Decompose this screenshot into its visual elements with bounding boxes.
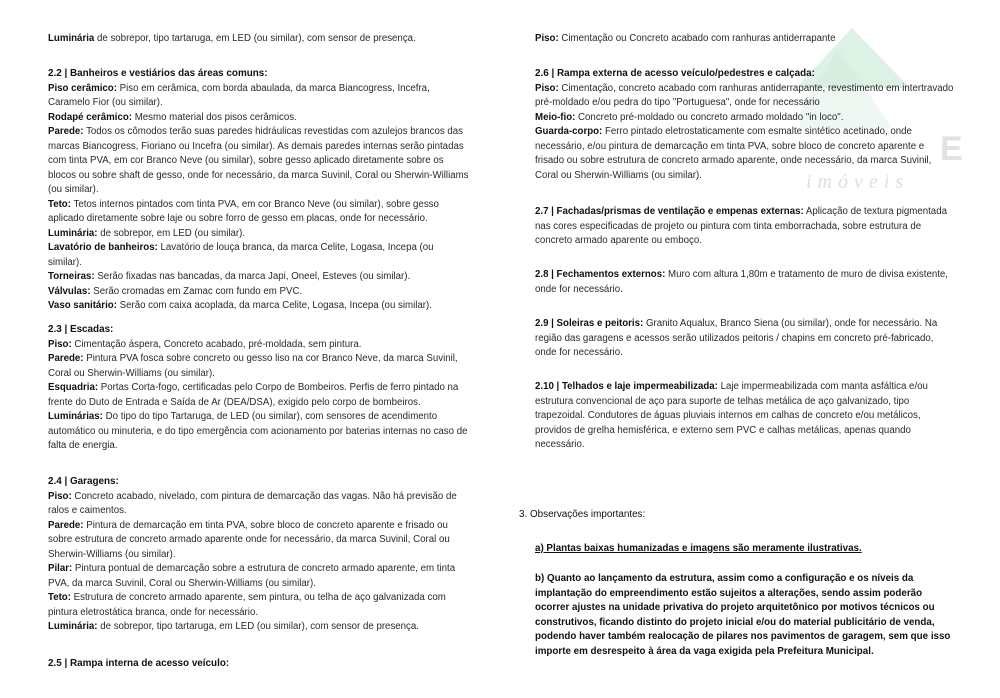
item-esquadria: Esquadria: Portas Corta-fogo, certificadas pelo Corpo de Bombeiros. Perfis de ferro pintado na frente do Duto de Entrada e Saída de Ar (DEA/DSA), exigido pelo corpo de bombeiros. <box>48 382 459 408</box>
watermark-letter: E <box>940 130 963 168</box>
item-teto: Teto: Estrutura de concreto armado aparente, sem pintura, ou telha de aço galvanizada com pintura eletrostática branca, onde for necessário. <box>48 592 446 618</box>
intro-text: de sobrepor, tipo tartaruga, em LED (ou similar), com sensor de presença. <box>94 33 416 44</box>
item-piso: Piso: Cimentação, concreto acabado com ranhuras antiderrapante, revestimento em intertravado pré-moldado e/ou pedra do tipo "Portuguesa", onde for necessário <box>535 82 954 108</box>
item-piso: Piso: Cimentação áspera, Concreto acabado, pré-moldada, sem pintura. <box>48 338 362 350</box>
observation-a: a) Plantas baixas humanizadas e imagens são meramente ilustrativas. <box>535 542 862 554</box>
item-guarda-corpo: Guarda-corpo: Ferro pintado eletrostaticamente com esmalte sintético acetinado, onde necessário, e/ou pintura de demarcação em tinta PVA, sobre bloco de concreto aparente e frisado ou sobre estrutura de concreto armado aparente, onde necessário, da marca Suvinil, Coral ou Sherwin-Williams (ou similar). <box>535 126 932 181</box>
item-lavatorio: Lavatório de banheiros: Lavatório de louça branca, da marca Celite, Logasa, Incepa (ou similar). <box>48 242 434 268</box>
section-2-9: 2.9 | Soleiras e peitoris: Granito Aqualux, Branco Siena (ou similar), onde for necessário. Na região das garagens e acessos serão utilizados peitoris / chapins em concreto pré-fabricado, onde for necessário. <box>535 318 938 358</box>
item-rodape: Rodapé cerâmico: Mesmo material dos pisos cerâmicos. <box>48 111 297 123</box>
item-luminaria: Luminária: de sobrepor, tipo tartaruga, em LED (ou similar), com sensor de presença. <box>48 621 419 632</box>
observation-b: b) Quanto ao lançamento da estrutura, assim como a configuração e os níveis da implantação do empreendimento estão sujeitos a alterações, sendo assim poderão ocorrer ajustes na unidade privativa do projeto arquitetônico por motivos técnicos ou construtivos, ficando distinto do projeto inicial e/ou do material publicitário de venda, podendo haver também realocação de pilares nos pavimentos de garagem, sem que isso importe em desrespeito à área da vaga exigida pela Prefeitura Municipal. <box>535 573 951 657</box>
observations-title: 3. Observações importantes: <box>519 509 646 520</box>
section-2-3-title: 2.3 | Escadas: <box>48 324 114 335</box>
item-piso: Piso: Concreto acabado, nivelado, com pintura de demarcação das vagas. Não há previsão de ralos e caimentos. <box>48 490 457 516</box>
section-2-7: 2.7 | Fachadas/prismas de ventilação e empenas externas: Aplicação de textura pigmentada nas cores especificadas de projeto ou pintura com tinta emborrachada, sobre estrutura de concreto armado aparente ou emboço. <box>535 206 947 246</box>
section-2-4 <box>48 475 470 635</box>
item-valvulas: Válvulas: Serão cromadas em Zamac com fundo em PVC. <box>48 285 303 297</box>
intro-luminaria <box>48 32 470 47</box>
section-2-5-title: 2.5 | Rampa interna de acesso veículo: <box>48 658 230 669</box>
item-vaso: Vaso sanitário: Serão com caixa acoplada, da marca Celite, Logasa, Incepa (ou similar). <box>48 300 432 311</box>
section-2-2-title: 2.2 | Banheiros e vestiários das áreas comuns: <box>48 68 268 79</box>
item-parede: Parede: Todos os cômodos terão suas paredes hidráulicas revestidas com azulejos brancos das marcas Biancogress, Fioriano ou Incefra (ou similar). As demais paredes internas serão pintadas com tinta PVA, em cor Branco Neve (ou similar), sobre gesso aplicado diretamente sobre os blocos ou sobre shaft de gesso, onde for necessário, da marca Suvinil, Coral ou Sherwin-Williams (ou similar). <box>48 126 469 195</box>
observations <box>519 508 959 659</box>
intro-label: Luminária <box>48 33 95 44</box>
item-luminarias: Luminárias: Do tipo do tipo Tartaruga, de LED (ou similar), com sensores de acendimento automático ou minuteria, e do tipo emergência com acionamento por baterias internas no caso de falta de energia. <box>48 411 468 451</box>
item-pilar: Pilar: Pintura pontual de demarcação sobre a estrutura de concreto armado aparente, em tinta PVA, da marca Suvinil, Coral ou Sherwin-Williams (ou similar). <box>48 563 456 589</box>
section-2-2 <box>48 67 470 314</box>
item-parede: Parede: Pintura PVA fosca sobre concreto ou gesso liso na cor Branco Neve, da marca Suvinil, Coral ou Sherwin-Williams (ou similar). <box>48 353 458 379</box>
watermark-word: imóveis <box>806 171 910 193</box>
item-parede: Parede: Pintura de demarcação em tinta PVA, sobre bloco de concreto aparente e frisado ou sobre estrutura de concreto armado aparente onde for necessário, da marca Suvinil, Coral ou Sherwin-Williams (ou similar). <box>48 519 450 560</box>
section-2-6-title: 2.6 | Rampa externa de acesso veículo/pedestres e calçada: <box>535 68 815 79</box>
section-2-8: 2.8 | Fechamentos externos: Muro com altura 1,80m e tratamento de muro de divisa existente, onde for necessário. <box>535 269 949 295</box>
section-2-5 <box>48 657 470 672</box>
intro-piso: Piso: Cimentação ou Concreto acabado com ranhuras antiderrapante <box>535 33 836 44</box>
item-luminaria: Luminária: de sobrepor, em LED (ou similar). <box>48 227 246 239</box>
item-teto: Teto: Tetos internos pintados com tinta PVA, em cor Branco Neve (ou similar), sobre gesso aplicado diretamente sobre laje ou sobre forro de gesso em placas, onde for necessário. <box>48 198 439 224</box>
section-2-6 <box>535 67 955 183</box>
item-piso-ceramico: Piso cerâmico: Piso em cerâmica, com borda abaulada, da marca Biancogress, Incefra, Caramelo Fior (ou similar). <box>48 82 430 108</box>
section-2-4-title: 2.4 | Garagens: <box>48 476 119 487</box>
section-2-10: 2.10 | Telhados e laje impermeabilizada: Laje impermeabilizada com manta asfáltica e/ou estrutura convencional de aço para suporte de telhas metálica de aço galvanizado, tipo trapezoidal. Condutores de águas pluviais internos em calhas de concreto e/ou metálicos, providos de grelha hemisférica, e externo sem PVC e calhas metálicas, apenas quando necessário. <box>535 381 928 450</box>
item-meio-fio: Meio-fio: Concreto pré-moldado ou concreto armado moldado "in loco". <box>535 111 844 123</box>
section-2-3 <box>48 323 470 454</box>
item-torneiras: Torneiras: Serão fixadas nas bancadas, da marca Japi, Oneel, Esteves (ou similar). <box>48 271 411 282</box>
